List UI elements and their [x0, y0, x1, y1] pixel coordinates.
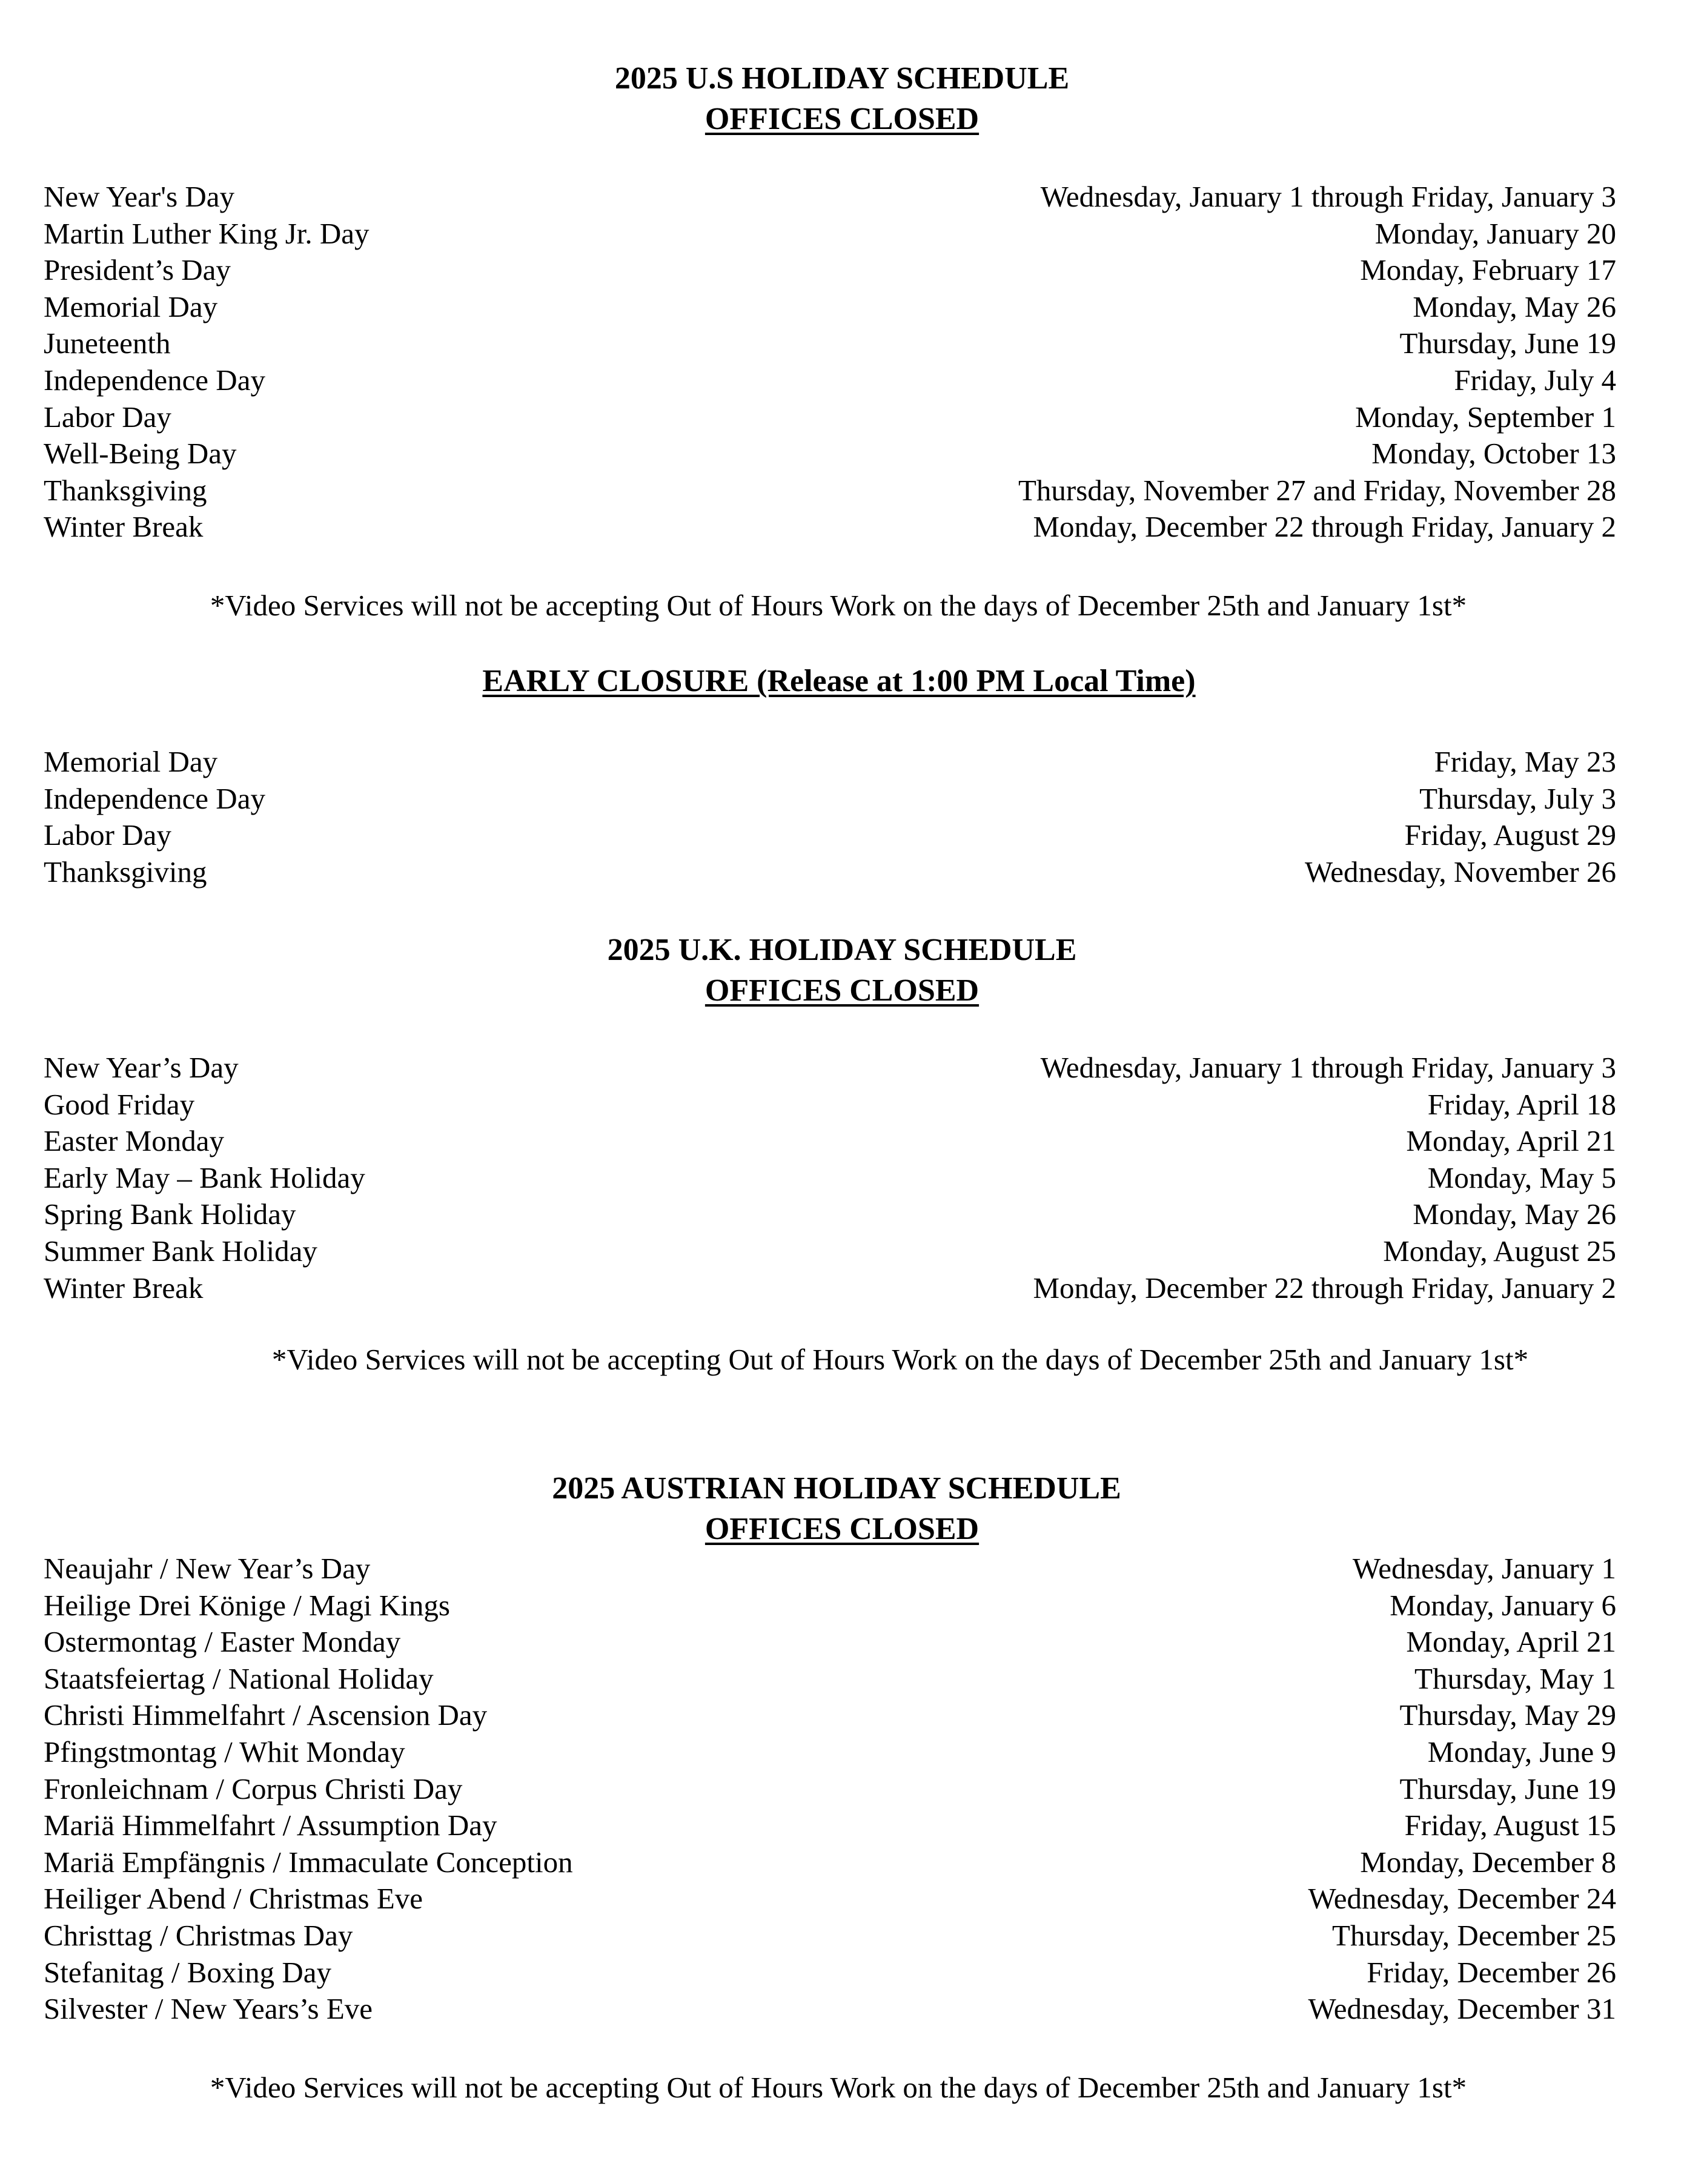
- holiday-row: [44, 1661, 1616, 1698]
- holiday-name: Thanksgiving: [44, 473, 207, 507]
- holiday-row: [44, 362, 1616, 399]
- holiday-date: Friday, August 29: [1404, 818, 1616, 852]
- us-offices-closed-subtitle: OFFICES CLOSED: [704, 102, 980, 136]
- austria-holiday-list: [44, 1550, 1616, 2028]
- holiday-name: Neaujahr / New Year’s Day: [44, 1552, 371, 1585]
- holiday-row: [44, 399, 1616, 436]
- holiday-name: Stefanitag / Boxing Day: [44, 1955, 331, 1989]
- holiday-row: [44, 216, 1616, 253]
- holiday-row: [44, 781, 1616, 818]
- holiday-date: Monday, December 22 through Friday, January 2: [1033, 510, 1616, 544]
- holiday-date: Friday, May 23: [1434, 745, 1616, 778]
- holiday-row: [44, 1991, 1616, 2028]
- uk-video-services-note: *Video Services will not be accepting Out of Hours Work on the days of December 25th and January 1st*: [271, 1343, 1529, 1376]
- holiday-name: Heilige Drei Könige / Magi Kings: [44, 1588, 450, 1622]
- holiday-row: [44, 1697, 1616, 1734]
- holiday-name: Heiliger Abend / Christmas Eve: [44, 1882, 423, 1916]
- holiday-row: [44, 1954, 1616, 1991]
- holiday-row: [44, 1734, 1616, 1771]
- holiday-date: Friday, July 4: [1454, 363, 1616, 397]
- holiday-row: [44, 744, 1616, 781]
- holiday-row: [44, 1771, 1616, 1808]
- holiday-row: [44, 252, 1616, 289]
- holiday-date: Monday, January 6: [1390, 1588, 1616, 1622]
- holiday-date: Monday, May 26: [1413, 290, 1616, 323]
- holiday-date: Wednesday, November 26: [1304, 855, 1616, 888]
- uk-schedule-title: 2025 U.K. HOLIDAY SCHEDULE: [607, 933, 1077, 967]
- holiday-name: Thanksgiving: [44, 855, 207, 888]
- us-video-services-note: *Video Services will not be accepting Out of Hours Work on the days of December 25th and January 1st*: [210, 589, 1467, 622]
- holiday-row: [44, 325, 1616, 362]
- us-schedule-title: 2025 U.S HOLIDAY SCHEDULE: [614, 61, 1070, 96]
- holiday-name: Ostermontag / Easter Monday: [44, 1625, 401, 1659]
- holiday-row: [44, 1087, 1616, 1123]
- holiday-row: [44, 854, 1616, 891]
- austria-schedule-title: 2025 AUSTRIAN HOLIDAY SCHEDULE: [552, 1471, 1121, 1506]
- holiday-date: Thursday, May 29: [1399, 1698, 1616, 1732]
- holiday-row: [44, 1050, 1616, 1087]
- early-closure-list: [44, 744, 1616, 890]
- holiday-name: Memorial Day: [44, 745, 218, 778]
- holiday-date: Monday, May 5: [1427, 1160, 1616, 1194]
- holiday-name: Martin Luther King Jr. Day: [44, 216, 370, 250]
- holiday-date: Monday, October 13: [1371, 437, 1616, 471]
- holiday-name: Pfingstmontag / Whit Monday: [44, 1735, 405, 1769]
- holiday-row: [44, 1587, 1616, 1624]
- holiday-date: Monday, April 21: [1406, 1124, 1616, 1158]
- holiday-date: Monday, February 17: [1360, 253, 1616, 287]
- holiday-date: Thursday, July 3: [1419, 781, 1616, 815]
- holiday-name: Christi Himmelfahrt / Ascension Day: [44, 1698, 488, 1732]
- holiday-date: Monday, January 20: [1374, 216, 1616, 250]
- holiday-row: [44, 509, 1616, 546]
- holiday-name: New Year's Day: [44, 180, 235, 213]
- holiday-date: Monday, December 22 through Friday, January 2: [1033, 1271, 1616, 1305]
- holiday-date: Wednesday, December 31: [1308, 1992, 1616, 2026]
- holiday-name: Winter Break: [44, 1271, 204, 1305]
- holiday-row: [44, 1160, 1616, 1197]
- holiday-date: Friday, April 18: [1427, 1087, 1616, 1121]
- holiday-date: Thursday, December 25: [1332, 1918, 1616, 1952]
- holiday-row: [44, 179, 1616, 216]
- holiday-row: [44, 1881, 1616, 1918]
- holiday-date: Wednesday, January 1 through Friday, January 3: [1040, 180, 1616, 213]
- austria-video-services-note: *Video Services will not be accepting Out of Hours Work on the days of December 25th and January 1st*: [210, 2071, 1467, 2104]
- holiday-date: Thursday, May 1: [1414, 1661, 1616, 1695]
- holiday-date: Monday, May 26: [1413, 1197, 1616, 1231]
- holiday-date: Monday, September 1: [1355, 400, 1616, 434]
- holiday-row: [44, 1918, 1616, 1954]
- holiday-name: Labor Day: [44, 400, 171, 434]
- holiday-name: Good Friday: [44, 1087, 195, 1121]
- holiday-name: Silvester / New Years’s Eve: [44, 1992, 373, 2026]
- holiday-name: Early May – Bank Holiday: [44, 1160, 365, 1194]
- holiday-name: Christtag / Christmas Day: [44, 1918, 353, 1952]
- holiday-name: Winter Break: [44, 510, 204, 544]
- holiday-name: President’s Day: [44, 253, 231, 287]
- holiday-date: Friday, August 15: [1404, 1808, 1616, 1842]
- holiday-name: New Year’s Day: [44, 1051, 239, 1084]
- holiday-name: Memorial Day: [44, 290, 218, 323]
- holiday-date: Thursday, November 27 and Friday, November 28: [1018, 473, 1616, 507]
- holiday-row: [44, 1844, 1616, 1881]
- early-closure-title: EARLY CLOSURE (Release at 1:00 PM Local Time): [482, 664, 1196, 698]
- holiday-date: Monday, December 8: [1360, 1845, 1616, 1879]
- holiday-date: Friday, December 26: [1367, 1955, 1616, 1989]
- holiday-row: [44, 1550, 1616, 1587]
- holiday-name: Labor Day: [44, 818, 171, 852]
- holiday-name: Independence Day: [44, 781, 265, 815]
- holiday-row: [44, 1123, 1616, 1160]
- holiday-date: Thursday, June 19: [1399, 1772, 1616, 1805]
- holiday-date: Wednesday, December 24: [1308, 1882, 1616, 1916]
- austria-offices-closed-subtitle: OFFICES CLOSED: [704, 1512, 980, 1546]
- holiday-name: Mariä Empfängnis / Immaculate Conception: [44, 1845, 573, 1879]
- holiday-row: [44, 817, 1616, 854]
- holiday-date: Wednesday, January 1 through Friday, January 3: [1040, 1051, 1616, 1084]
- holiday-row: [44, 435, 1616, 472]
- holiday-date: Monday, June 9: [1427, 1735, 1616, 1769]
- holiday-date: Wednesday, January 1: [1352, 1552, 1616, 1585]
- holiday-date: Monday, April 21: [1406, 1625, 1616, 1659]
- uk-holiday-list: [44, 1050, 1616, 1306]
- holiday-row: [44, 1196, 1616, 1233]
- uk-offices-closed-subtitle: OFFICES CLOSED: [704, 973, 980, 1008]
- holiday-row: [44, 1807, 1616, 1844]
- holiday-name: Mariä Himmelfahrt / Assumption Day: [44, 1808, 497, 1842]
- holiday-row: [44, 1233, 1616, 1270]
- holiday-name: Easter Monday: [44, 1124, 224, 1158]
- us-holiday-list: [44, 179, 1616, 546]
- holiday-name: Staatsfeiertag / National Holiday: [44, 1661, 434, 1695]
- holiday-row: [44, 472, 1616, 509]
- holiday-name: Summer Bank Holiday: [44, 1234, 317, 1268]
- holiday-name: Well-Being Day: [44, 437, 237, 471]
- holiday-date: Monday, August 25: [1383, 1234, 1616, 1268]
- holiday-name: Fronleichnam / Corpus Christi Day: [44, 1772, 463, 1805]
- holiday-name: Independence Day: [44, 363, 265, 397]
- holiday-name: Juneteenth: [44, 326, 171, 360]
- holiday-name: Spring Bank Holiday: [44, 1197, 296, 1231]
- holiday-row: [44, 1270, 1616, 1307]
- holiday-date: Thursday, June 19: [1399, 326, 1616, 360]
- holiday-row: [44, 289, 1616, 326]
- holiday-row: [44, 1624, 1616, 1661]
